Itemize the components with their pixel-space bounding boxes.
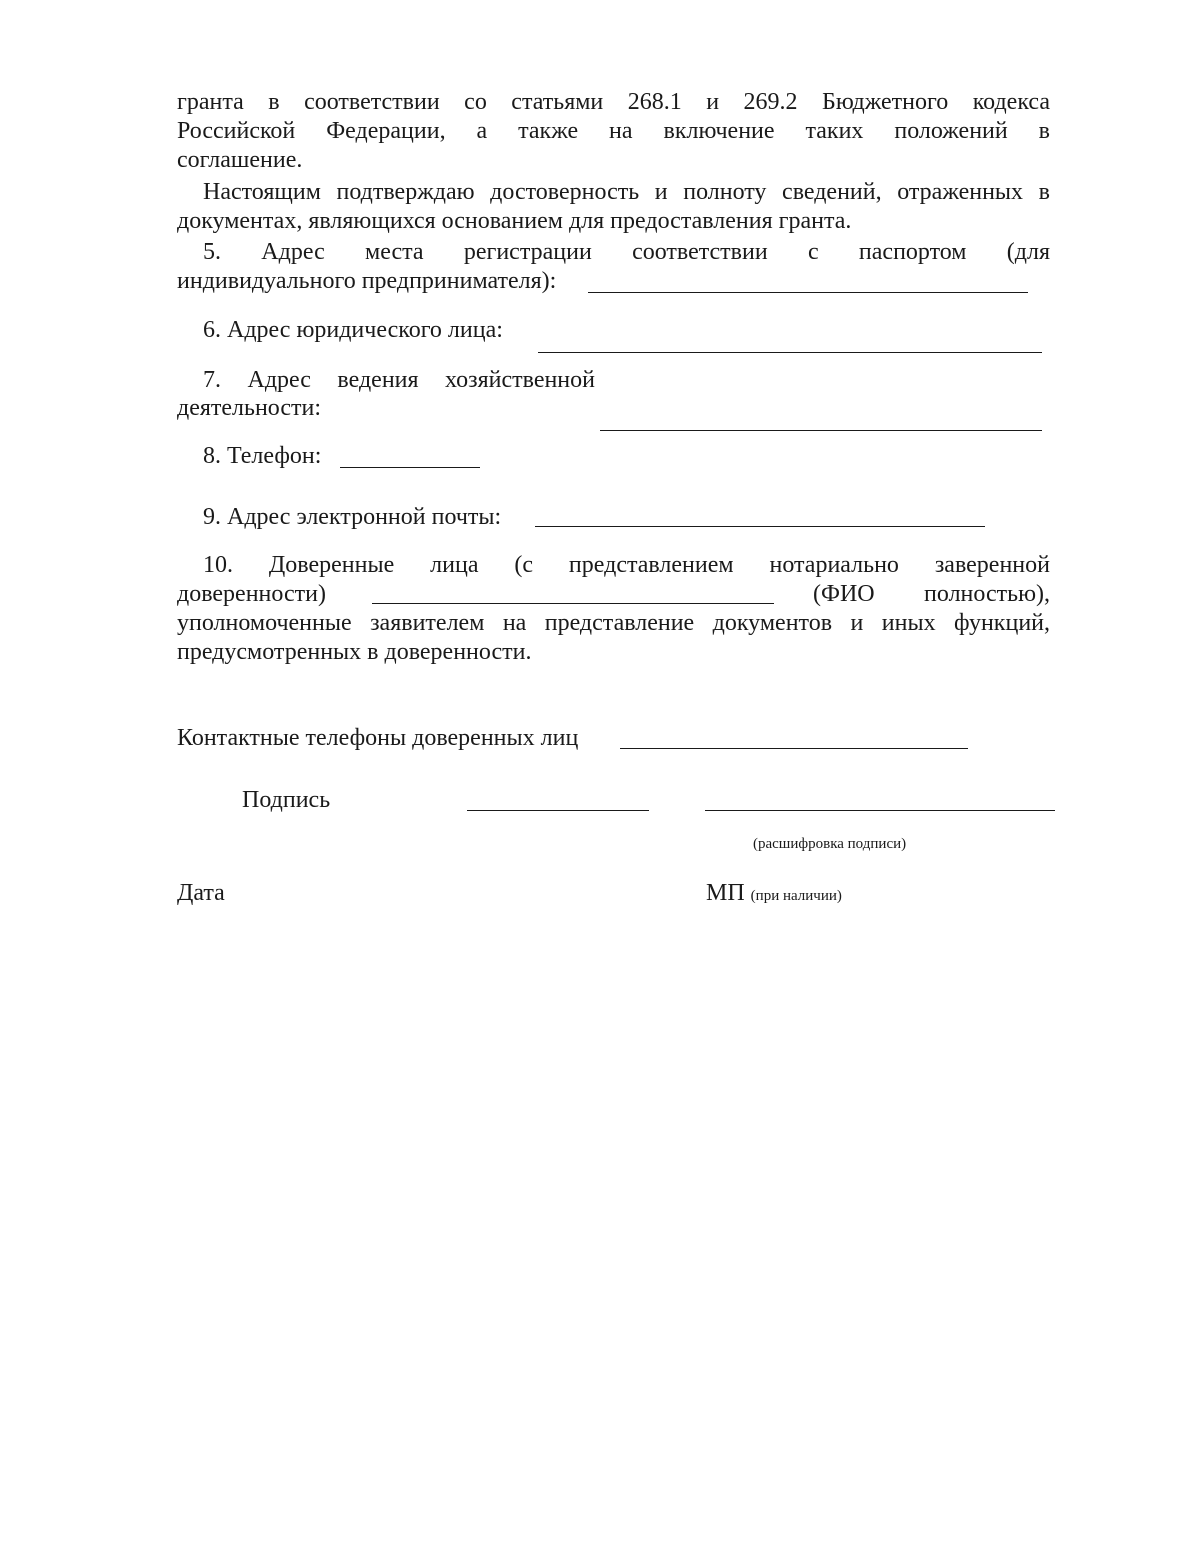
item-10-line-2-right: (ФИО полностью), <box>813 581 1050 607</box>
item-9-fill-line[interactable] <box>535 526 985 527</box>
item-10-line-2-left: доверенности) <box>177 581 326 607</box>
item-5-line-2: индивидуального предпринимателя): <box>177 268 557 294</box>
item-10-line-3: уполномоченные заявителем на представление документов и иных функций, <box>177 610 1050 636</box>
paragraph-grant-line: соглашение. <box>177 147 303 173</box>
signature-decoding-fill-line[interactable] <box>705 810 1055 811</box>
paragraph-grant <box>177 88 1050 175</box>
signature-fill-line[interactable] <box>467 810 649 811</box>
contacts-label: Контактные телефоны доверенных лиц <box>177 725 579 751</box>
item-10-line-2 <box>177 580 1050 609</box>
seal-block <box>706 879 842 911</box>
seal-note: (при наличии) <box>750 888 842 904</box>
item-6-label: 6. Адрес юридического лица: <box>203 317 503 343</box>
item-7-line-2: деятельности: <box>177 395 322 421</box>
item-7-line-1: 7. Адрес ведения хозяйственной <box>203 367 595 393</box>
signature-label: Подпись <box>242 787 331 813</box>
paragraph-confirm-line: Настоящим подтверждаю достоверность и полноту сведений, отраженных в <box>203 179 1050 205</box>
paragraph-grant-line: Российской Федерации, а также на включение таких положений в <box>177 118 1050 144</box>
seal-label: МП <box>706 880 745 906</box>
item-8-label: 8. Телефон: <box>203 443 322 469</box>
item-5-fill-line[interactable] <box>588 292 1028 293</box>
date-label: Дата <box>177 880 225 906</box>
paragraph-confirm-line: документах, являющихся основанием для предоставления гранта. <box>177 208 852 234</box>
item-9-label: 9. Адрес электронной почты: <box>203 504 502 530</box>
item-10-line-1: 10. Доверенные лица (с представлением нотариально заверенной <box>203 552 1050 578</box>
item-6-fill-line[interactable] <box>538 352 1042 353</box>
item-5-registration-address <box>177 238 1050 296</box>
signature-decoding-label: (расшифровка подписи) <box>753 836 907 852</box>
contacts-fill-line[interactable] <box>620 748 968 749</box>
item-7-fill-line[interactable] <box>600 430 1042 431</box>
item-8-fill-line[interactable] <box>340 467 480 468</box>
item-10-trusted-persons <box>177 551 1050 667</box>
item-5-line-1: 5. Адрес места регистрации соответствии с паспортом (для <box>203 239 1050 265</box>
paragraph-confirm <box>177 178 1050 236</box>
paragraph-grant-line: гранта в соответствии со статьями 268.1 и 269.2 Бюджетного кодекса <box>177 89 1050 115</box>
item-10-line-4: предусмотренных в доверенности. <box>177 639 532 665</box>
item-10-fill-line[interactable] <box>372 603 774 604</box>
